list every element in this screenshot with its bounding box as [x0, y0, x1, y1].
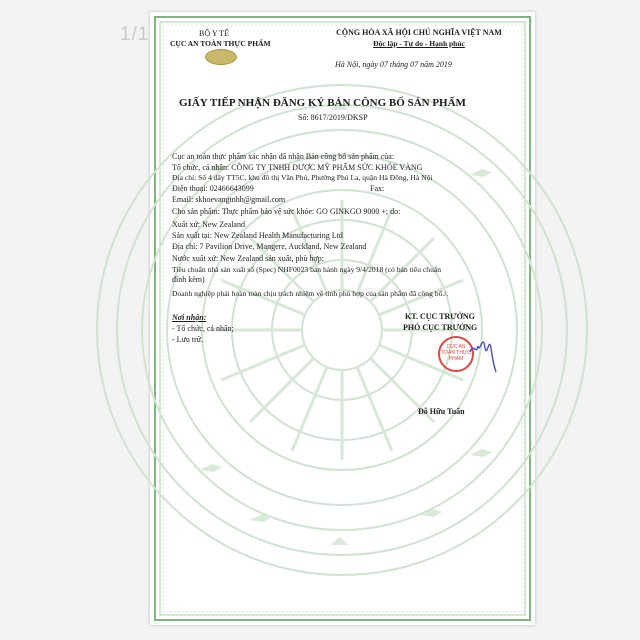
manufacturer-address: Địa chỉ: 7 Pavilion Drive, Mangere, Auckland, New Zealand — [172, 242, 367, 251]
recipient-item: - Lưu trữ. — [172, 335, 204, 344]
standard-line-continued: đính kèm) — [172, 275, 205, 284]
responsibility-line: Doanh nghiệp phải hoàn toàn chịu trách nhiệm về tính phù hợp của sản phẩm đã công bố./. — [172, 289, 449, 298]
country-header: CỘNG HÒA XÃ HỘI CHỦ NGHĨA VIỆT NAM — [336, 28, 502, 37]
recipients-heading: Nơi nhận: — [172, 313, 207, 322]
product-line: Cho sản phẩm: Thực phẩm bảo vệ sức khỏe: GO GINKGO 9000 +; do: — [172, 207, 401, 216]
organization-address: Địa chỉ: Số 4 dãy TT5C, khu đô thị Văn Phú, Phường Phú La, quận Hà Đông, Hà Nội — [172, 173, 433, 182]
manufacturer-line: Sản xuất tại: New Zealand Health Manufacturing Ltd — [172, 231, 343, 240]
organization-line: Tổ chức, cá nhân: CÔNG TY TNHH DƯỢC MỸ PHẨM SỨC KHỎE VÀNG — [172, 163, 423, 172]
phone-line: Điện thoại: 02466643099 — [172, 184, 254, 193]
ministry-name: BỘ Y TẾ — [199, 29, 229, 38]
signatory-position: PHÓ CỤC TRƯỞNG — [403, 323, 478, 332]
fax-line: Fax: — [370, 184, 385, 193]
recipient-item: - Tổ chức, cá nhân; — [172, 324, 234, 333]
official-stamp: CỤC AN TOÀN THỰC PHẨM — [438, 336, 474, 372]
intro-line: Cục an toàn thực phẩm xác nhận đã nhận Bản công bố sản phẩm của: — [172, 152, 395, 161]
motto: Độc lập - Tự do - Hạnh phúc — [373, 39, 465, 48]
origin-line: Xuất xứ: New Zealand — [172, 220, 245, 229]
document-title: GIẤY TIẾP NHẬN ĐĂNG KÝ BẢN CÔNG BỐ SẢN PHẨM — [179, 97, 466, 109]
standard-line: Tiêu chuẩn nhà sản xuất số (Spec) NHF0023 ban hành ngày 9/4/2018 (có bản tiêu chuẩn — [172, 265, 442, 274]
issue-date: Hà Nội, ngày 07 tháng 07 năm 2019 — [335, 60, 452, 69]
page-counter: 1/1 — [120, 24, 150, 45]
department-name: CỤC AN TOÀN THỰC PHẨM — [170, 39, 271, 48]
signatory-name: Đỗ Hữu Tuấn — [418, 407, 465, 416]
country-of-origin-line: Nước xuất xứ: New Zealand sản xuất, phù hợp: — [172, 254, 324, 263]
document-number: Số: 8617/2019/DKSP — [298, 113, 368, 122]
email-line: Email: skhoevangtnhh@gmail.com — [172, 195, 286, 204]
signatory-title: KT. CỤC TRƯỞNG — [405, 312, 475, 321]
